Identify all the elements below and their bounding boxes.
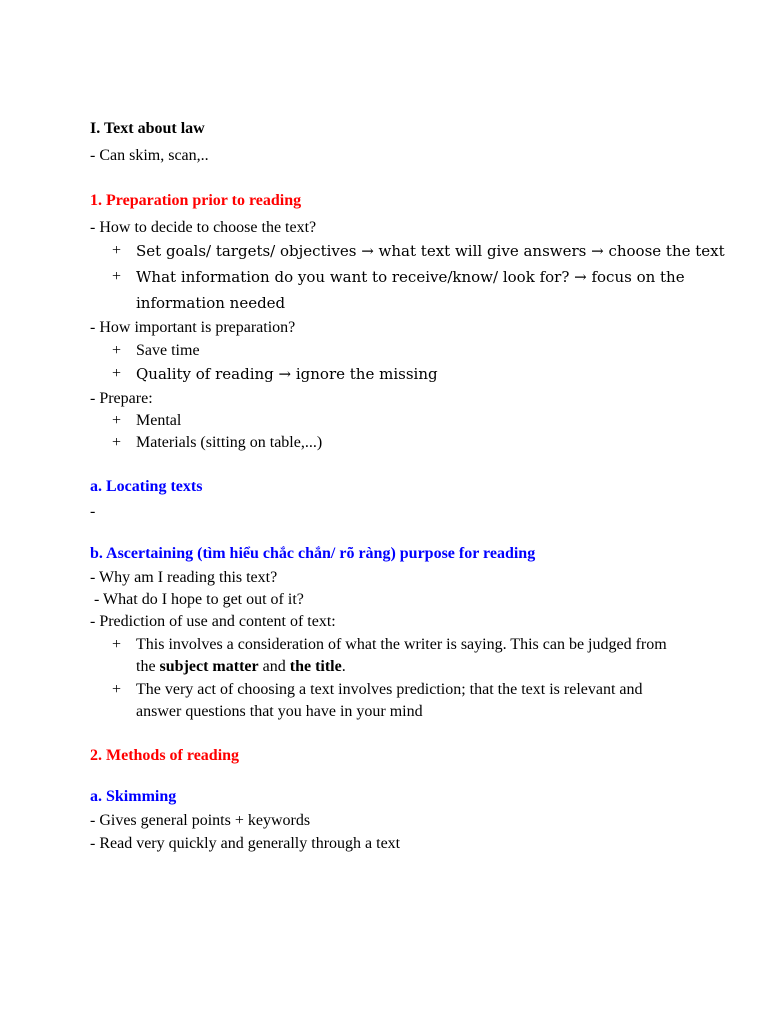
- list-item: Save time: [136, 342, 200, 359]
- list-item-continuation: answer questions that you have in your mind: [136, 703, 423, 720]
- bullet-marker: +: [112, 412, 122, 429]
- skimming-line: - Read very quickly and generally through a text: [90, 835, 401, 852]
- list-item-continuation: [136, 657, 346, 677]
- list-item: The very act of choosing a text involves prediction; that the text is relevant and: [136, 681, 643, 698]
- bullet-marker: +: [112, 365, 122, 382]
- list-item: Set goals/ targets/ objectives → what text will give answers → choose the text: [136, 242, 725, 260]
- main-heading: I. Text about law: [90, 120, 205, 137]
- prepare-label: - Prepare:: [90, 390, 153, 407]
- list-item: What information do you want to receive/know/ look for? → focus on the: [136, 268, 685, 286]
- list-item: Quality of reading → ignore the missing: [136, 365, 438, 383]
- prediction-label: - Prediction of use and content of text:: [90, 613, 336, 630]
- bullet-marker: +: [112, 681, 122, 698]
- list-item: Mental: [136, 412, 182, 429]
- bold-the-title: the title: [289, 658, 342, 675]
- bullet-marker: +: [112, 268, 122, 285]
- list-item-continuation: information needed: [136, 294, 286, 312]
- bullet-marker: +: [112, 636, 122, 653]
- question-why-reading: - Why am I reading this text?: [90, 569, 278, 586]
- bullet-marker: +: [112, 242, 122, 259]
- subsection-ascertaining: b. Ascertaining (tìm hiểu chắc chắn/ rõ ràng) purpose for reading: [90, 545, 536, 562]
- empty-dash: -: [90, 503, 96, 520]
- section1-title: 1. Preparation prior to reading: [90, 192, 302, 209]
- list-item: Materials (sitting on table,...): [136, 434, 323, 451]
- question-hope: - What do I hope to get out of it?: [90, 591, 304, 608]
- bold-subject-matter: subject matter: [159, 658, 259, 675]
- question-choose-text: - How to decide to choose the text?: [90, 219, 317, 236]
- skimming-line: - Gives general points + keywords: [90, 812, 311, 829]
- subsection-skimming: a. Skimming: [90, 788, 177, 805]
- text-span: the: [136, 658, 160, 675]
- subsection-locating-texts: a. Locating texts: [90, 478, 203, 495]
- bullet-marker: +: [112, 434, 122, 451]
- section2-title: 2. Methods of reading: [90, 747, 240, 764]
- intro-line: - Can skim, scan,..: [90, 147, 209, 164]
- bullet-marker: +: [112, 342, 122, 359]
- list-item: This involves a consideration of what the writer is saying. This can be judged from: [136, 636, 667, 653]
- text-span: .: [341, 658, 346, 675]
- question-preparation: - How important is preparation?: [90, 319, 296, 336]
- text-span: and: [258, 658, 290, 675]
